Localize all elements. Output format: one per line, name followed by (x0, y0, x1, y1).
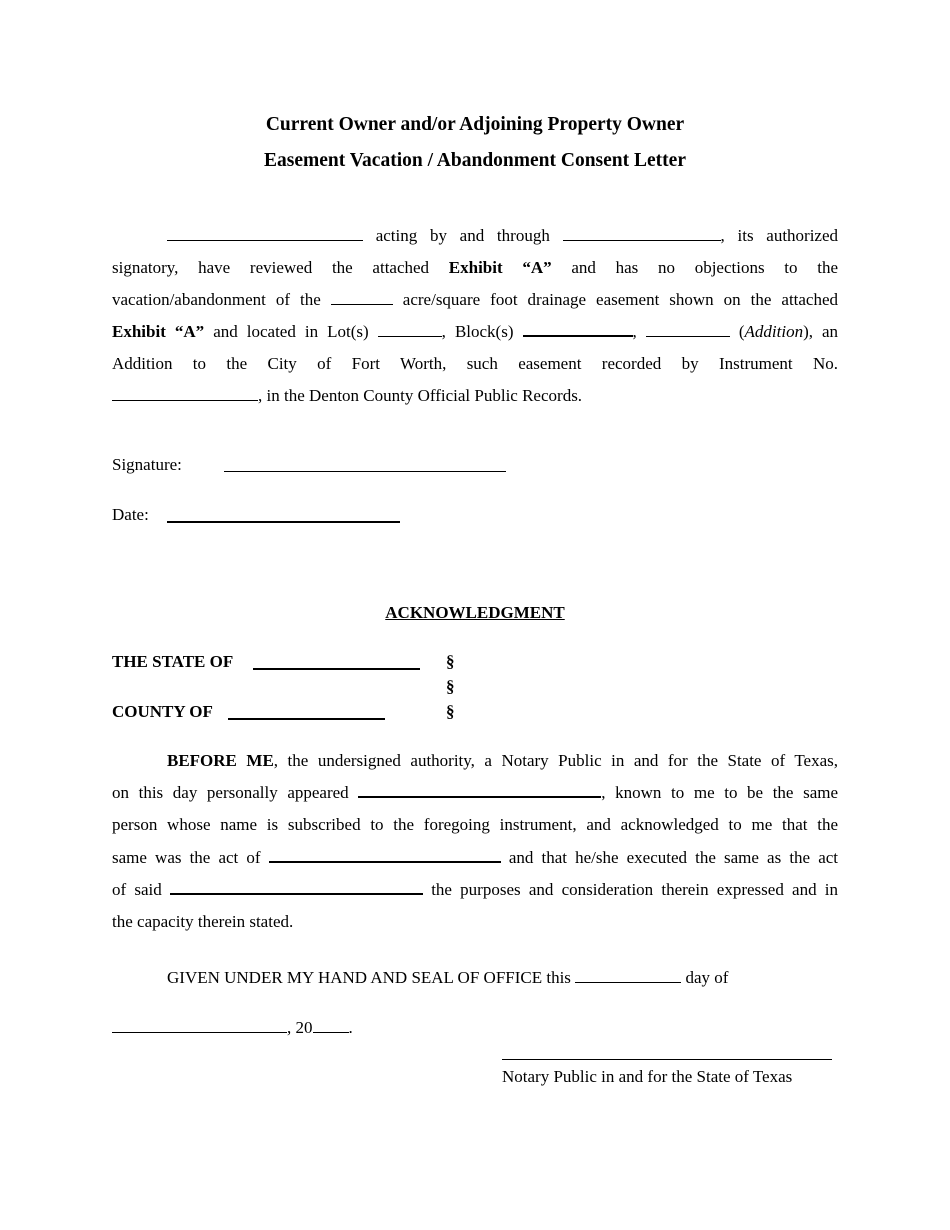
instrument-number-blank[interactable] (112, 386, 258, 401)
signature-label: Signature: (112, 455, 182, 474)
ack-line-5: of said the purposes and consideration therein expressed and in (112, 880, 839, 899)
consent-line-3: vacation/abandonment of the acre/square foot drainage easement shown on the attached (112, 290, 839, 309)
date-label: Date: (112, 505, 149, 524)
act-of-blank[interactable] (269, 847, 501, 863)
consent-line-6: , in the Denton County Official Public Records. (112, 385, 838, 407)
section-symbol: § (446, 702, 455, 721)
county-blank[interactable] (228, 718, 385, 720)
owner-name-blank[interactable] (167, 226, 363, 241)
block-blank[interactable] (523, 321, 633, 337)
notary-label: Notary Public in and for the State of Texas (502, 1067, 793, 1086)
consent-line-4: Exhibit “A” and located in Lot(s) , Block(s) , (Addition), an (112, 322, 839, 341)
signature-line[interactable] (224, 471, 506, 472)
ack-line-4: same was the act of and that he/she executed the same as the act (112, 848, 839, 867)
document-title-line2: Easement Vacation / Abandonment Consent Letter (264, 150, 686, 171)
ack-line-6: the capacity therein stated. (112, 912, 294, 931)
consent-line-5: Addition to the City of Fort Worth, such easement recorded by Instrument No. (112, 354, 838, 373)
exhibit-a-reference: Exhibit “A” (448, 258, 552, 277)
ack-line-3: person whose name is subscribed to the foregoing instrument, and acknowledged to me that the (112, 815, 838, 834)
signatory-name-blank[interactable] (563, 226, 721, 241)
year-blank[interactable] (313, 1018, 349, 1033)
consent-line-1: acting by and through , its authorized (167, 225, 838, 247)
of-said-blank[interactable] (170, 879, 423, 895)
section-symbol: § (446, 677, 455, 696)
lot-blank[interactable] (378, 322, 442, 337)
day-blank[interactable] (575, 968, 681, 983)
document-title-line1: Current Owner and/or Adjoining Property Owner (265, 114, 685, 135)
notary-signature-line[interactable] (502, 1059, 832, 1060)
consent-line-2: signatory, have reviewed the attached Exhibit “A” and has no objections to the (112, 258, 839, 277)
state-blank[interactable] (253, 668, 420, 670)
acreage-blank[interactable] (331, 290, 393, 305)
month-year-line: , 20 . (112, 1017, 353, 1039)
addition-name-blank[interactable] (646, 322, 730, 337)
section-symbol: § (446, 652, 455, 671)
appeared-name-blank[interactable] (358, 782, 601, 798)
exhibit-a-reference: Exhibit “A” (112, 322, 205, 341)
state-of-label: THE STATE OF (112, 652, 234, 671)
acknowledgment-heading: ACKNOWLEDGMENT (385, 603, 565, 622)
ack-line-1: BEFORE ME, the undersigned authority, a Notary Public in and for the State of Texas, (167, 751, 838, 770)
county-of-label: COUNTY OF (112, 702, 213, 721)
month-blank[interactable] (112, 1018, 287, 1033)
date-line[interactable] (167, 521, 400, 523)
ack-line-2: on this day personally appeared , known to me to be the same (112, 783, 839, 802)
before-me-text: BEFORE ME (167, 751, 274, 770)
given-line: GIVEN UNDER MY HAND AND SEAL OF OFFICE this day of (167, 968, 729, 987)
